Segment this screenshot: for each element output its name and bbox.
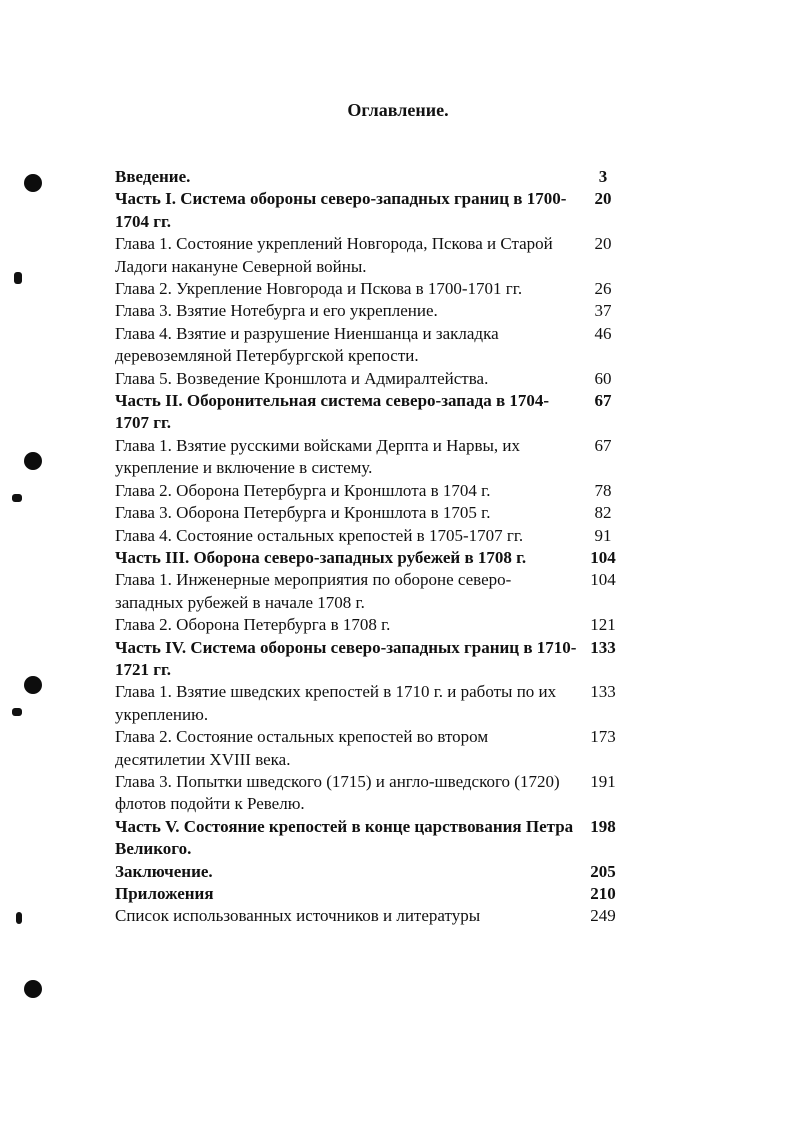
scan-speck — [12, 494, 22, 502]
toc-entry — [115, 905, 635, 927]
toc-entry-text: Глава 3. Попытки шведского (1715) и англо-шведского (1720) флотов подойти к Ревелю. — [115, 771, 560, 814]
toc-entry-page: 20 — [594, 234, 612, 254]
toc-entry-page: 37 — [594, 301, 612, 321]
toc-entry-text: Часть V. Состояние крепостей в конце царствования Петра Великого. — [115, 816, 574, 859]
toc-entry-page: 67 — [594, 391, 612, 411]
scan-speck — [16, 912, 22, 924]
toc-entry-text: Часть III. Оборона северо-западных рубежей в 1708 г. — [115, 547, 527, 567]
toc-entry-text: Глава 1. Состояние укреплений Новгорода, Пскова и Старой Ладоги накануне Северной войны. — [115, 234, 553, 276]
toc-entry — [115, 569, 635, 614]
toc-entry-page: 3 — [598, 167, 608, 186]
toc-entry-page: 133 — [590, 682, 616, 702]
scan-speck — [14, 272, 22, 284]
toc-entry-text: Список использованных источников и литературы — [115, 906, 481, 926]
punch-hole — [24, 174, 42, 192]
toc-entry — [115, 637, 635, 682]
table-of-contents — [115, 166, 635, 928]
toc-entry-page: 104 — [590, 547, 616, 567]
toc-entry-page: 78 — [594, 480, 612, 500]
toc-entry-text: Глава 2. Укрепление Новгорода и Пскова в 1700-1701 гг. — [115, 279, 523, 299]
toc-entry-page: 191 — [590, 771, 616, 791]
toc-entry — [115, 300, 635, 322]
toc-entry-page: 104 — [590, 570, 616, 590]
toc-entry — [115, 480, 635, 502]
toc-entry-page: 60 — [594, 368, 612, 388]
toc-entry-text: Глава 1. Инженерные мероприятия по обороне северо-западных рубежей в начале 1708 г. — [115, 570, 512, 612]
toc-entry — [115, 883, 635, 905]
toc-entry-page: 133 — [590, 637, 616, 657]
toc-entry-text: Глава 4. Состояние остальных крепостей в 1705-1707 гг. — [115, 525, 524, 545]
punch-hole — [24, 452, 42, 470]
toc-entry-text: Часть IV. Система обороны северо-западных границ в 1710-1721 гг. — [115, 637, 577, 679]
toc-entry-text: Глава 3. Взятие Нотебурга и его укрепление. — [115, 301, 438, 321]
toc-entry — [115, 726, 635, 771]
toc-entry-text: Глава 3. Оборона Петербурга и Кроншлота в 1705 г. — [115, 503, 491, 523]
toc-entry — [115, 771, 635, 816]
toc-entry-page: 91 — [594, 525, 612, 545]
toc-entry-text: Приложения — [115, 884, 214, 903]
toc-entry-text: Глава 1. Взятие шведских крепостей в 1710 г. и работы по их укреплению. — [115, 682, 557, 724]
punch-hole — [24, 676, 42, 694]
toc-entry — [115, 614, 635, 636]
toc-entry-page: 173 — [590, 727, 616, 747]
toc-entry-text: Введение. — [115, 167, 191, 186]
toc-entry — [115, 861, 635, 883]
toc-entry-page: 249 — [590, 906, 616, 926]
toc-entry-page: 26 — [594, 279, 612, 299]
toc-entry-text: Глава 2. Состояние остальных крепостей во втором десятилетии XVIII века. — [115, 727, 489, 769]
toc-entry-text: Глава 4. Взятие и разрушение Ниеншанца и закладка деревоземляной Петербургской крепости. — [115, 323, 499, 366]
toc-entry — [115, 188, 635, 233]
toc-entry-page: 20 — [594, 189, 612, 209]
toc-entry — [115, 233, 635, 278]
toc-entry-page: 198 — [590, 816, 616, 836]
toc-entry-text: Часть I. Система обороны северо-западных границ в 1700-1704 гг. — [115, 189, 567, 231]
toc-entry-text: Глава 2. Оборона Петербурга в 1708 г. — [115, 615, 391, 635]
toc-entry — [115, 525, 635, 547]
toc-entry-text: Глава 2. Оборона Петербурга и Кроншлота в 1704 г. — [115, 480, 491, 500]
toc-entry — [115, 166, 635, 188]
toc-entry — [115, 816, 635, 861]
toc-entry — [115, 278, 635, 300]
toc-entry-text: Часть II. Оборонительная система северо-запада в 1704-1707 гг. — [115, 391, 550, 433]
toc-entry — [115, 547, 635, 569]
toc-entry-page: 210 — [590, 884, 616, 903]
toc-entry-page: 82 — [594, 503, 612, 523]
toc-entry-page: 205 — [590, 861, 616, 881]
toc-entry-page: 121 — [590, 615, 616, 635]
toc-entry — [115, 368, 635, 390]
scan-speck — [12, 708, 22, 716]
toc-entry-text: Заключение. — [115, 861, 213, 881]
toc-entry — [115, 435, 635, 480]
page-title: Оглавление. — [347, 100, 449, 120]
toc-entry-text: Глава 1. Взятие русскими войсками Дерпта и Нарвы, их укрепление и включение в систему. — [115, 435, 521, 478]
toc-entry — [115, 502, 635, 524]
toc-entry — [115, 681, 635, 726]
punch-hole — [24, 980, 42, 998]
toc-entry — [115, 390, 635, 435]
toc-entry-text: Глава 5. Возведение Кроншлота и Адмиралтейства. — [115, 368, 489, 388]
toc-entry-page: 67 — [594, 435, 612, 455]
toc-entry-page: 46 — [594, 323, 612, 343]
toc-entry — [115, 323, 635, 368]
